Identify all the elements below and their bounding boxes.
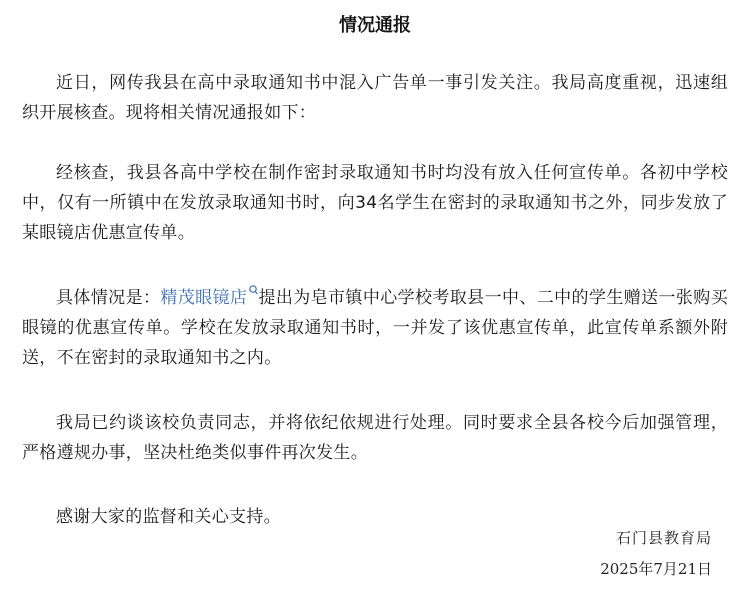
store-search-link[interactable] xyxy=(160,288,258,308)
paragraph-findings: 经核查，我县各高中学校在制作密封录取通知书时均没有放入任何宣传单。各初中学校中，仅有一所镇中在发放录取通知书时，向34名学生在密封的录取通知书之外，同步发放了某眼镜店优惠宣传单。 xyxy=(22,163,728,243)
notice-title: 情况通报 xyxy=(339,15,411,36)
signature-organization: 石门县教育局 xyxy=(615,529,712,547)
details-prefix: 具体情况是： xyxy=(56,288,161,308)
paragraph-details xyxy=(22,283,728,373)
paragraph-actions: 我局已约谈该校负责同志，并将依纪依规进行处理。同时要求全县各校今后加强管理，严格遵规办事，坚决杜绝类似事件再次发生。 xyxy=(22,413,728,463)
notice-body xyxy=(22,68,728,568)
details-suffix: 提出为皂市镇中心学校考取县一中、二中的学生赠送一张购买眼镜的优惠宣传单。学校在发放录取通知书时，一并发了该优惠宣传单，此宣传单系额外附送，不在密封的录取通知书之内。 xyxy=(22,288,729,368)
search-icon[interactable] xyxy=(248,284,258,298)
signature-date: 2025年7月21日 xyxy=(600,560,712,578)
paragraph-thanks: 感谢大家的监督和关心支持。 xyxy=(56,507,281,527)
store-link-label[interactable]: 精茂眼镜店 xyxy=(160,288,248,308)
paragraph-intro: 近日，网传我县在高中录取通知书中混入广告单一事引发关注。我局高度重视，迅速组织开展核查。现将相关情况通报如下： xyxy=(22,73,728,123)
